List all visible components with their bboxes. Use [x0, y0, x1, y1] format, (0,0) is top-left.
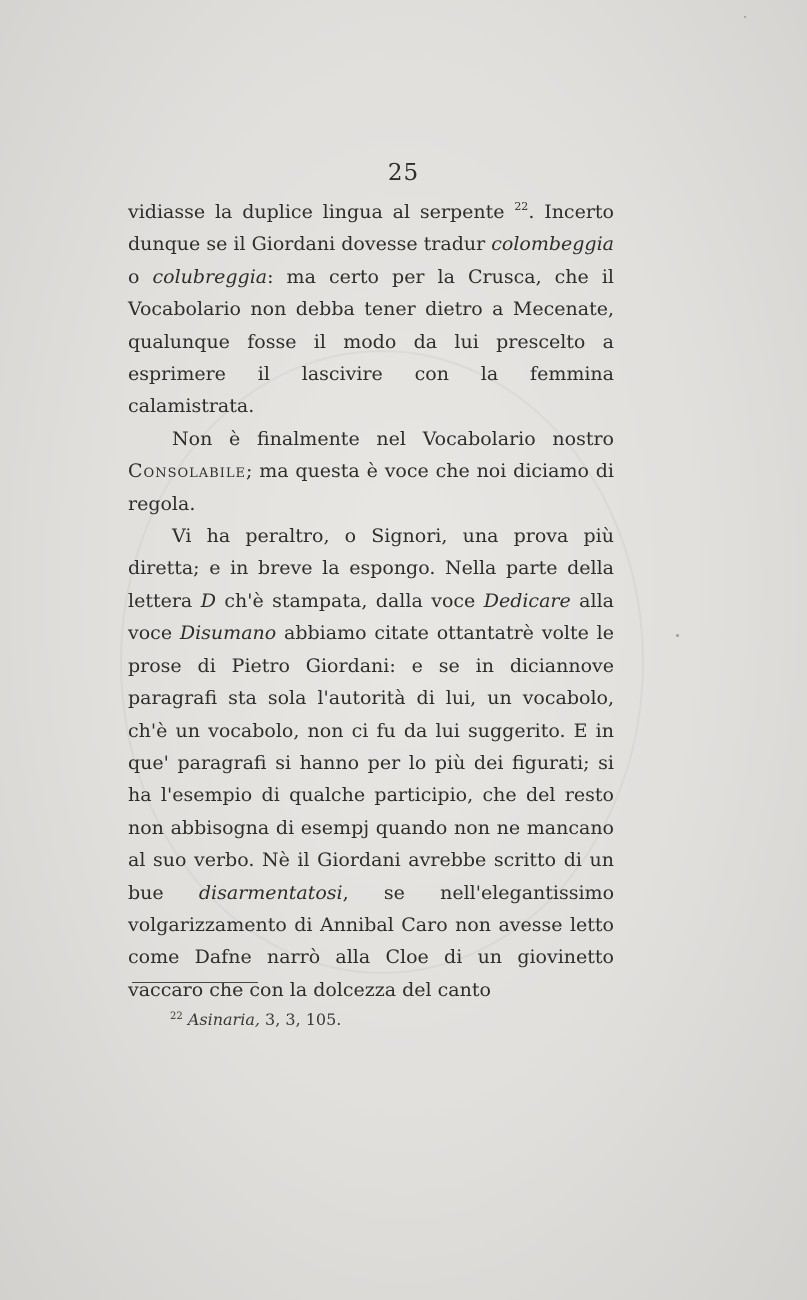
small-caps-consolabile: Consolabile [128, 460, 246, 483]
paragraph-1-text-2: . Incerto dunque se il Giordani dovesse tradur [128, 201, 614, 256]
paragraph-3-text-4: abbiamo citate ottantatrè volte le prose di Pietro Giordani: e se in diciannove paragrafi sta sola l'autorità di lui, un vocabolo, ch'è un vocabolo, non ci fu da lui suggerito. E in que' paragrafi si hanno per lo più dei figurati; si ha l'esempio di qualche participio, che del resto non abbisogna di esempj quando non ne mancano al suo verbo. Nè il Giordani avrebbe scritto di un bue [128, 622, 614, 904]
paragraph-1-text-4: : ma certo per la Crusca, che il Vocabolario non debba tener dietro a Mecenate, qualunque fosse il modo da lui prescelto a esprimere il lascivire con la femmina calamistrata. [128, 265, 614, 418]
paragraph-3-text-5: , se nell'elegantissimo volgarizzamento di Annibal Caro non avesse letto come Dafne narrò alla Cloe di un giovinetto vaccaro che con la dolcezza del canto [128, 881, 615, 1001]
paragraph-2-text-2: ; ma questa è voce che noi diciamo di regola. [128, 460, 614, 515]
paragraph-3 [128, 520, 614, 1006]
italic-disarmentatosi: disarmentatosi [198, 881, 343, 904]
footnote-divider [132, 982, 258, 983]
paragraph-1-text-1: vidiasse la duplice lingua al serpente [128, 201, 505, 223]
paper-speck [676, 634, 679, 637]
italic-dedicare: Dedicare [483, 589, 571, 612]
paragraph-3-text-3: alla voce [128, 589, 614, 645]
paper-speck [744, 16, 746, 18]
italic-disumano: Disumano [179, 622, 277, 645]
italic-colubreggia: colubreggia [152, 265, 268, 288]
footnote-marker: 22 [170, 1011, 183, 1022]
paragraph-3-text-2: ch'è stampata, dalla voce [215, 589, 484, 612]
footnote-reference-text: 3, 3, 105. [259, 1010, 342, 1029]
paragraph-1 [128, 196, 614, 423]
page-number: 25 [387, 160, 420, 186]
paragraph-3-text-1: Vi ha peraltro, o Signori, una prova più diretta; e in breve la espongo. Nella parte della lettera [128, 525, 614, 612]
italic-letter-d: D [200, 589, 216, 612]
footnote-reference: 22 [514, 200, 529, 213]
paragraph-2 [128, 423, 614, 520]
paragraph-1-text-3: o [128, 265, 153, 288]
paragraph-2-text-1: Non è finalmente nel Vocabolario nostro [172, 427, 614, 450]
body-text [128, 196, 614, 1006]
footnote [170, 1010, 341, 1029]
footnote-source: Asinaria, [187, 1010, 260, 1029]
italic-colombeggia: colombeggia [491, 233, 614, 256]
